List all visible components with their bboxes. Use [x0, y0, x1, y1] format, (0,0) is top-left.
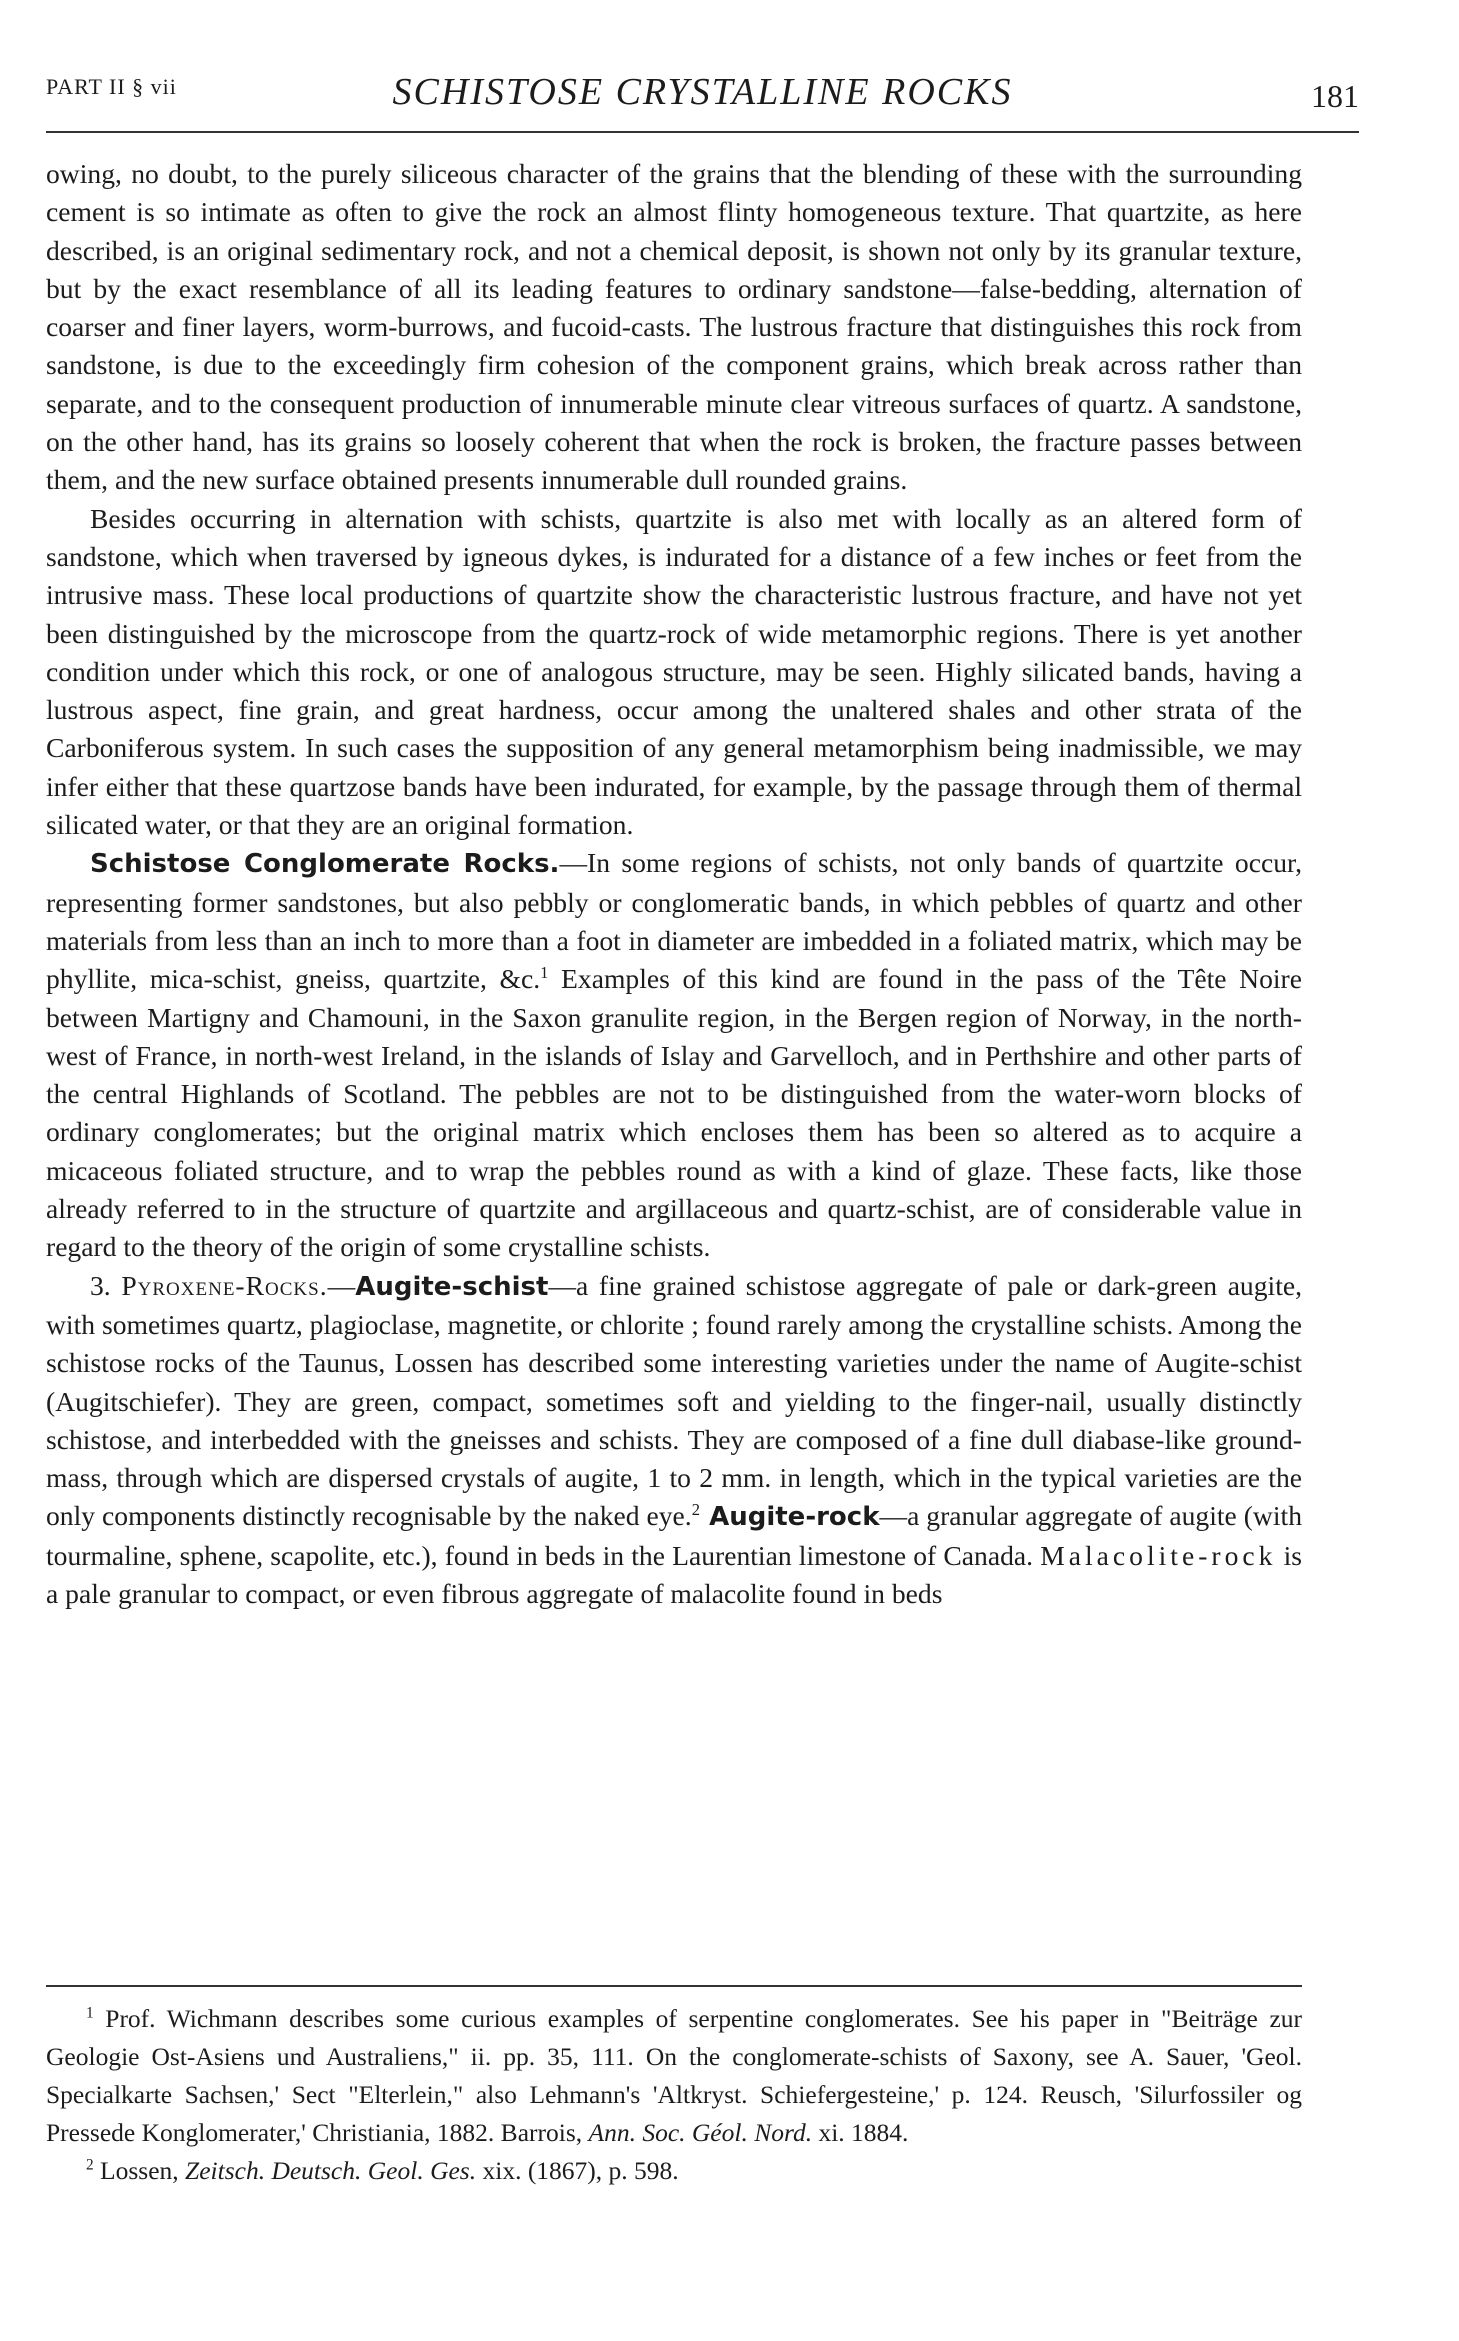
- page-number: 181: [1311, 78, 1359, 114]
- footnote-2: [46, 2152, 1302, 2190]
- paragraph-3-text-a: —In some regions of schists, not only bands of quartzite occur, representing former sandstones, but also pebbly or conglomeratic bands, in which pebbles of quartz and other materials from less than an inch to more than a foot in diameter are imbedded in a foliated matrix, which may be phyllite, mica-schist, gneiss, quartzite, &c.: [46, 847, 1302, 995]
- footnotes: [46, 2000, 1302, 2190]
- term-augite-rock: Augite-rock: [699, 1502, 880, 1533]
- footnote-1-journal: Ann. Soc. Géol. Nord.: [588, 2118, 813, 2147]
- footnote-2-marker: 2: [86, 2156, 94, 2174]
- term-augite-schist: Augite-schist: [355, 1271, 549, 1302]
- footnote-2-text-b: xix. (1867), p. 598.: [476, 2156, 679, 2185]
- footnote-ref-2: 2: [691, 1500, 700, 1520]
- footnote-2-text-a: Lossen,: [93, 2156, 186, 2185]
- paragraph-4-text-a: —a fine grained schistose aggregate of pale or dark-green augite, with sometimes quartz, plagioclase, magnetite, or chlorite ; found rarely among the crystalline schists. Among the schistose rocks of the Taunus, Lossen has described some interesting varieties under the name of Augite-schist (Augitschiefer). They are green, compact, sometimes soft and yielding to the finger-nail, usually distinctly schistose, and interbedded with the gneisses and schists. They are composed of a fine dull diabase-like ground-mass, through which are dispersed crystals of augite, 1 to 2 mm. in length, which in the typical varieties are the only components distinctly recognisable by the naked eye.: [46, 1269, 1303, 1532]
- header-rule: [46, 131, 1359, 133]
- paragraph-1: owing, no doubt, to the purely siliceous character of the grains that the blending of these with the surrounding cement is so intimate as often to give the rock an almost flinty homogeneous texture. That quartzite, as here described, is an original sedimentary rock, and not a chemical deposit, is shown not only by its granular texture, but by the exact resemblance of all its leading features to ordinary sandstone—false-bedding, alternation of coarser and finer layers, worm-burrows, and fucoid-casts. The lustrous fracture that distinguishes this rock from sandstone, is due to the exceedingly firm cohesion of the component grains, which break across rather than separate, and to the consequent production of innumerable minute clear vitreous surfaces of quartz. A sandstone, on the other hand, has its grains so loosely coherent that when the rock is broken, the fracture passes between them, and the new surface obtained presents innumerable dull rounded grains.: [46, 158, 1302, 496]
- footnote-1-text-a: Prof. Wichmann describes some curious examples of serpentine conglomerates. See his paper in "Beiträge zur Geologie Ost-Asiens und Australiens," ii. pp. 35, 111. On the conglomerate-schists of Saxony, see A. Sauer, 'Geol. Specialkarte Sachsen,' Sect "Elterlein," also Lehmann's 'Altkryst. Schiefergesteine,' p. 124. Reusch, 'Silurfossiler og Pressede Konglomerater,' Christiania, 1882. Barrois,: [46, 2004, 1302, 2147]
- footnote-2-journal: Zeitsch. Deutsch. Geol. Ges.: [185, 2156, 477, 2185]
- running-title: SCHISTOSE CRYSTALLINE ROCKS: [392, 71, 1013, 113]
- section-heading-schistose-conglomerate: Schistose Conglomerate Rocks.: [90, 849, 560, 880]
- section-number: 3.: [90, 1269, 122, 1301]
- paragraph-4-text-c: is a pale granular to compact, or even fibrous aggregate of malacolite found in beds: [46, 1539, 1302, 1609]
- paragraph-4: [46, 1267, 1302, 1614]
- paragraph-3: [46, 844, 1302, 1266]
- footnote-1-text-b: xi. 1884.: [812, 2118, 909, 2147]
- heading-dash: —: [327, 1269, 356, 1301]
- term-malacolite-rock: Malacolite-rock: [1040, 1539, 1277, 1571]
- section-heading-pyroxene-rocks: Pyroxene-Rocks.: [121, 1269, 328, 1301]
- footnote-ref-1: 1: [540, 963, 549, 983]
- footnote-rule: [46, 1985, 1302, 1987]
- body-text: [46, 155, 1302, 1613]
- part-section-label: PART II § vii: [46, 74, 177, 99]
- footnote-1: [46, 2000, 1302, 2152]
- footnote-1-marker: 1: [86, 2004, 94, 2022]
- paragraph-3-text-b: Examples of this kind are found in the pass of the Tête Noire between Martigny and Chamouni, in the Saxon granulite region, in the Bergen region of Norway, in the north-west of France, in north-west Ireland, in the islands of Islay and Garvelloch, and in Perthshire and other parts of the central Highlands of Scotland. The pebbles are not to be distinguished from the water-worn blocks of ordinary conglomerates; but the original matrix which encloses them has been so altered as to acquire a micaceous foliated structure, and to wrap the pebbles round as with a kind of glaze. These facts, like those already referred to in the structure of quartzite and argillaceous and quartz-schist, are of considerable value in regard to the theory of the origin of some crystalline schists.: [46, 963, 1302, 1263]
- paragraph-4-text-b: —a granular aggregate of augite (with tourmaline, sphene, scapolite, etc.), found in beds in the Laurentian limestone of Canada.: [46, 1500, 1302, 1571]
- running-header: [46, 70, 1359, 130]
- paragraph-2: Besides occurring in alternation with schists, quartzite is also met with locally as an altered form of sandstone, which when traversed by igneous dykes, is indurated for a distance of a few inches or feet from the intrusive mass. These local productions of quartzite show the characteristic lustrous fracture, and have not yet been distinguished by the microscope from the quartz-rock of wide metamorphic regions. There is yet another condition under which this rock, or one of analogous structure, may be seen. Highly silicated bands, having a lustrous aspect, fine grain, and great hardness, occur among the unaltered shales and other strata of the Carboniferous system. In such cases the supposition of any general metamorphism being inadmissible, we may infer either that these quartzose bands have been indurated, for example, by the passage through them of thermal silicated water, or that they are an original formation.: [46, 502, 1302, 841]
